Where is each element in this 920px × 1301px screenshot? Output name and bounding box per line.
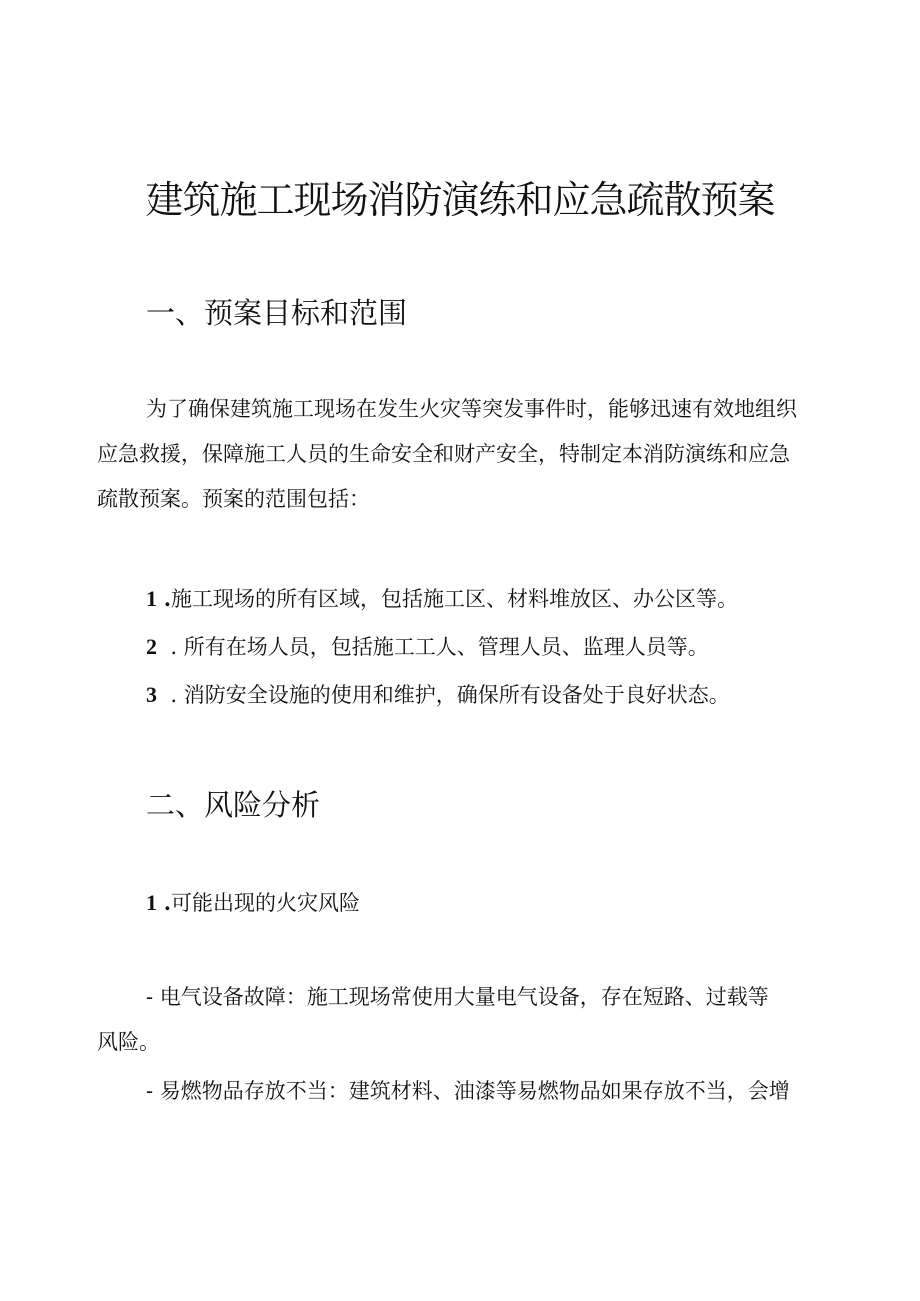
intro-paragraph-line: 疏散预案。预案的范围包括： bbox=[97, 487, 370, 511]
subsection-text: 可能出现的火灾风险 bbox=[171, 891, 360, 915]
subsection-separator: . bbox=[163, 890, 171, 915]
subsection-heading bbox=[146, 888, 360, 918]
list-item-separator: . bbox=[163, 586, 171, 611]
list-item-separator: . bbox=[170, 683, 178, 707]
list-item-separator: . bbox=[170, 635, 178, 659]
list-item-text: 所有在场人员，包括施工工人、管理人员、监理人员等。 bbox=[183, 635, 709, 659]
list-item-number: 3 bbox=[146, 682, 157, 707]
list-item-number: 1 bbox=[146, 586, 157, 611]
bullet-line: 风险。 bbox=[97, 1030, 160, 1054]
list-item-text: 施工现场的所有区域，包括施工区、材料堆放区、办公区等。 bbox=[171, 587, 738, 611]
list-item bbox=[146, 584, 738, 614]
intro-paragraph-line: 应急救援，保障施工人员的生命安全和财产安全，特制定本消防演练和应急 bbox=[97, 442, 790, 466]
section-heading-goals-scope: 一、预案目标和范围 bbox=[146, 296, 408, 330]
bullet-line: - 电气设备故障：施工现场常使用大量电气设备，存在短路、过载等 bbox=[146, 985, 769, 1009]
document-title: 建筑施工现场消防演练和应急疏散预案 bbox=[145, 178, 775, 222]
subsection-number: 1 bbox=[146, 890, 157, 915]
list-item bbox=[146, 680, 730, 710]
bullet-line: - 易燃物品存放不当：建筑材料、油漆等易燃物品如果存放不当，会增 bbox=[146, 1079, 790, 1103]
section-heading-risk-analysis: 二、风险分析 bbox=[146, 788, 321, 822]
list-item-text: 消防安全设施的使用和维护，确保所有设备处于良好状态。 bbox=[183, 683, 730, 707]
list-item-number: 2 bbox=[146, 634, 157, 659]
intro-paragraph-line: 为了确保建筑施工现场在发生火灾等突发事件时，能够迅速有效地组织 bbox=[146, 397, 797, 421]
list-item bbox=[146, 632, 709, 662]
